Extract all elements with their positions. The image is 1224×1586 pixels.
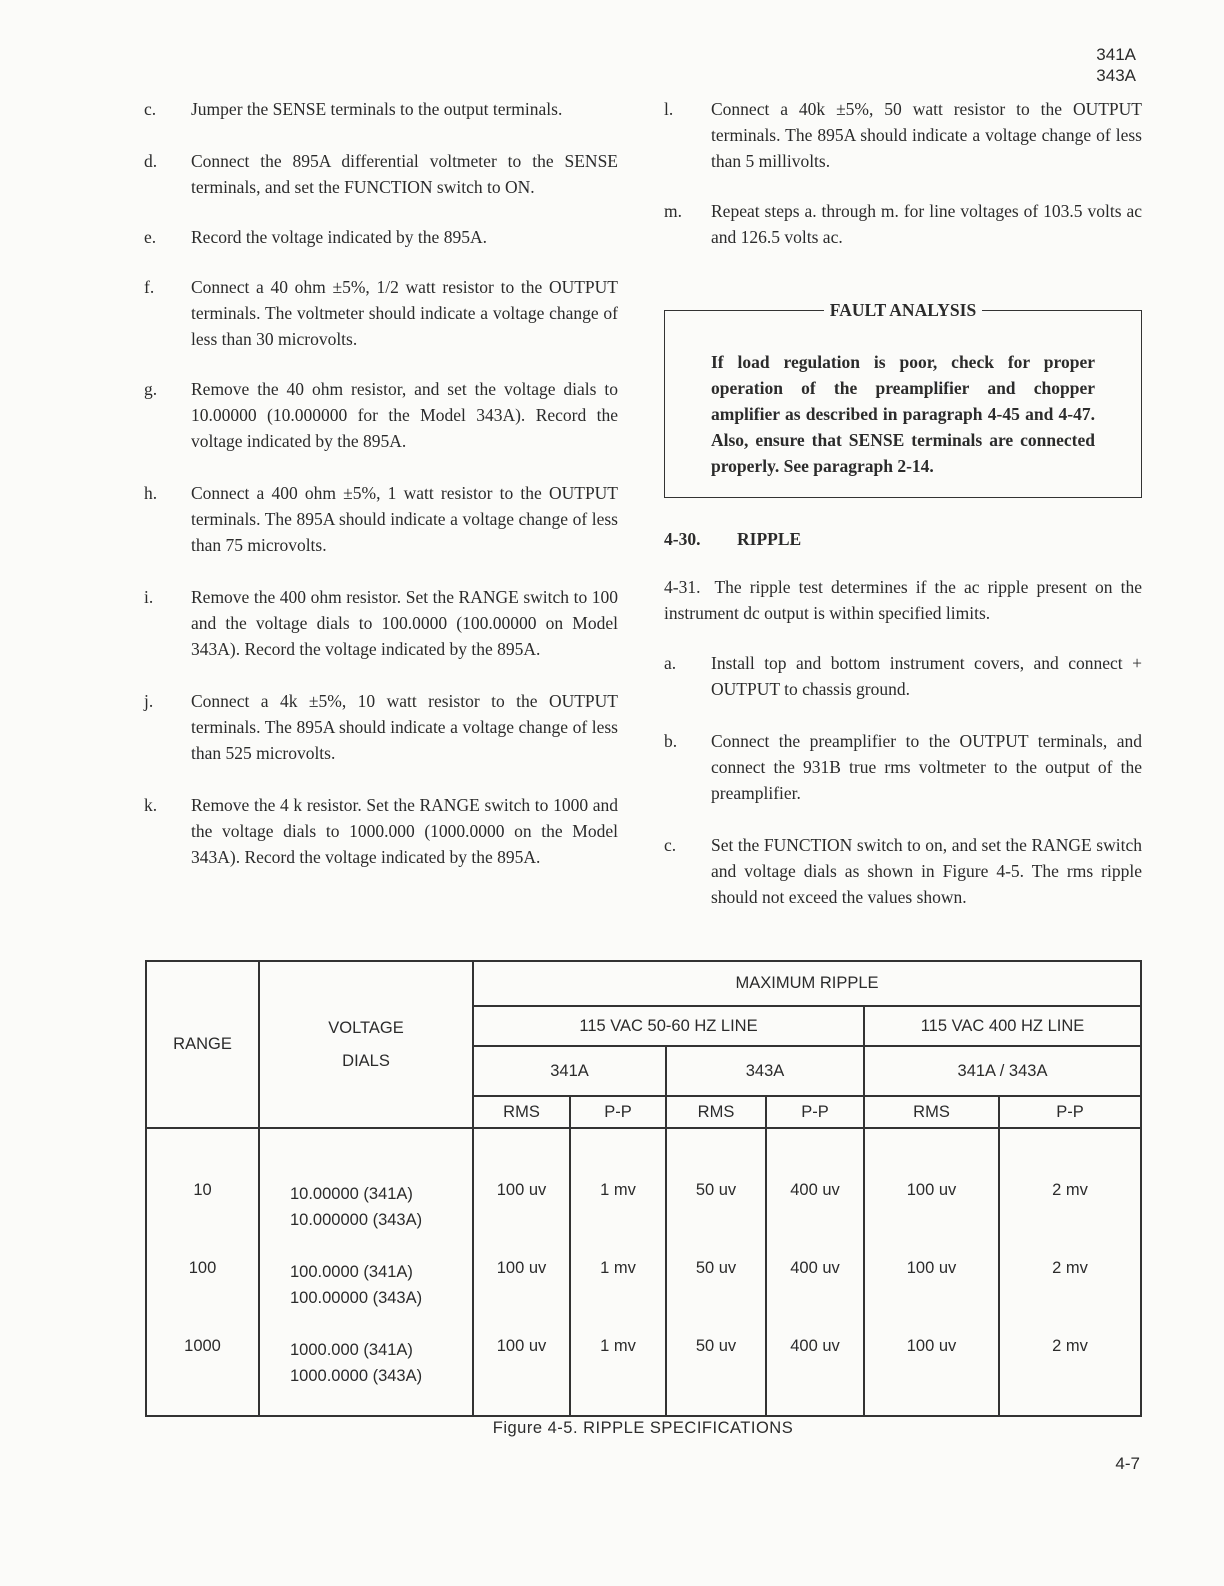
header-line-50-60hz: 115 VAC 50-60 HZ LINE bbox=[473, 1006, 864, 1046]
step-letter: b. bbox=[664, 731, 678, 751]
step-letter: a. bbox=[664, 653, 677, 673]
header-line-400hz: 115 VAC 400 HZ LINE bbox=[864, 1006, 1141, 1046]
step-letter: e. bbox=[144, 227, 157, 247]
step-text: Connect a 40 ohm ±5%, 1/2 watt resistor to the OUTPUT terminals. The voltmeter should indicate a voltage change of less than 30 microvolts. bbox=[191, 277, 618, 349]
header-dials-line1: VOLTAGE bbox=[328, 1018, 404, 1037]
step-letter: c. bbox=[664, 835, 677, 855]
ripple-step-a bbox=[664, 650, 1142, 702]
table-cell-value: 100 uv bbox=[496, 1337, 547, 1355]
step-d bbox=[144, 148, 618, 200]
ripple-step-b bbox=[664, 728, 1142, 806]
table-cell-value: 2 mv bbox=[1052, 1181, 1088, 1199]
page-header bbox=[1096, 44, 1136, 86]
table-cell-value: 100 uv bbox=[496, 1259, 547, 1277]
header-model-341a: 341A bbox=[473, 1046, 666, 1096]
step-letter: d. bbox=[144, 151, 158, 171]
table-cell-value: 2 mv bbox=[1052, 1259, 1088, 1277]
paragraph-number: 4-31. bbox=[664, 577, 701, 597]
section-number: 4-30. bbox=[664, 529, 701, 549]
dial-341a: 100.0000 (341A) bbox=[290, 1263, 413, 1281]
step-letter: i. bbox=[144, 587, 154, 607]
page-number: 4-7 bbox=[1115, 1454, 1140, 1473]
table-cell-value: 400 uv bbox=[790, 1181, 840, 1199]
header-rms: RMS bbox=[864, 1096, 999, 1128]
header-model-343a: 343A bbox=[666, 1046, 864, 1096]
step-letter: f. bbox=[144, 277, 155, 297]
header-dials-line2: DIALS bbox=[342, 1051, 390, 1070]
step-letter: l. bbox=[664, 99, 674, 119]
table-cell-range: 10 bbox=[193, 1181, 212, 1199]
step-letter: j. bbox=[144, 691, 154, 711]
step-text: Record the voltage indicated by the 895A. bbox=[191, 227, 487, 247]
table-cell-value: 1 mv bbox=[600, 1337, 636, 1355]
fault-analysis-title: FAULT ANALYSIS bbox=[824, 300, 982, 320]
step-text: Repeat steps a. through m. for line voltages of 103.5 volts ac and 126.5 volts ac. bbox=[711, 201, 1142, 247]
section-heading bbox=[664, 526, 1142, 552]
table-cell-range: 100 bbox=[188, 1259, 217, 1277]
header-rms: RMS bbox=[473, 1096, 570, 1128]
step-text: Remove the 40 ohm resistor, and set the voltage dials to 10.00000 (10.000000 for the Model 343A). Record the voltage indicated by the 895A. bbox=[191, 379, 618, 451]
step-h bbox=[144, 480, 618, 558]
header-maximum-ripple: MAXIMUM RIPPLE bbox=[473, 961, 1141, 1006]
step-m bbox=[664, 198, 1142, 250]
dial-343a: 1000.0000 (343A) bbox=[290, 1367, 423, 1385]
step-text: Connect a 40k ±5%, 50 watt resistor to the OUTPUT terminals. The 895A should indicate a voltage change of less than 5 millivolts. bbox=[711, 99, 1142, 171]
step-c bbox=[144, 96, 618, 122]
table-cell-value: 100 uv bbox=[906, 1259, 957, 1277]
section-title: RIPPLE bbox=[737, 529, 802, 549]
step-text: Jumper the SENSE terminals to the output terminals. bbox=[191, 99, 563, 119]
right-column bbox=[664, 96, 1142, 910]
dial-341a: 1000.000 (341A) bbox=[290, 1341, 413, 1359]
left-column bbox=[144, 96, 618, 870]
step-f bbox=[144, 274, 618, 352]
paragraph-4-31 bbox=[664, 574, 1142, 626]
table-cell-value: 400 uv bbox=[790, 1259, 840, 1277]
table-cell-value: 50 uv bbox=[695, 1181, 737, 1199]
step-text: Connect a 4k ±5%, 10 watt resistor to the OUTPUT terminals. The 895A should indicate a voltage change of less than 525 microvolts. bbox=[191, 691, 618, 763]
header-range: RANGE bbox=[146, 961, 259, 1128]
step-letter: h. bbox=[144, 483, 158, 503]
fault-analysis-body: If load regulation is poor, check for proper operation of the preamplifier and chopper amplifier as described in paragraph 4-45 and 4-47. Also, ensure that SENSE terminals are connected properly. See paragraph 2-14. bbox=[711, 352, 1095, 476]
table-cell-range: 1000 bbox=[184, 1337, 221, 1355]
dial-343a: 100.00000 (343A) bbox=[290, 1289, 423, 1307]
step-l bbox=[664, 96, 1142, 174]
step-letter: g. bbox=[144, 379, 158, 399]
header-pp: P-P bbox=[570, 1096, 666, 1128]
step-g bbox=[144, 376, 618, 454]
ripple-specifications-table bbox=[145, 960, 1142, 1417]
header-rms: RMS bbox=[666, 1096, 766, 1128]
step-text: Install top and bottom instrument covers, and connect + OUTPUT to chassis ground. bbox=[711, 653, 1142, 699]
table-cell-dials bbox=[260, 1259, 472, 1337]
dial-343a: 10.000000 (343A) bbox=[290, 1211, 423, 1229]
table-cell-value: 50 uv bbox=[695, 1337, 737, 1355]
header-model-both: 341A / 343A bbox=[864, 1046, 1141, 1096]
figure-caption: Figure 4-5. RIPPLE SPECIFICATIONS bbox=[492, 1419, 794, 1437]
table-cell-value: 50 uv bbox=[695, 1259, 737, 1277]
table-cell-value: 100 uv bbox=[496, 1181, 547, 1199]
dial-341a: 10.00000 (341A) bbox=[290, 1185, 413, 1203]
table-cell-dials bbox=[260, 1337, 472, 1415]
table-cell-value: 1 mv bbox=[600, 1259, 636, 1277]
step-text: Connect the preamplifier to the OUTPUT terminals, and connect the 931B true rms voltmeter to the output of the preamplifier. bbox=[711, 731, 1142, 803]
table-cell-value: 400 uv bbox=[790, 1337, 840, 1355]
step-text: Connect the 895A differential voltmeter to the SENSE terminals, and set the FUNCTION switch to ON. bbox=[191, 151, 618, 197]
table-cell-value: 100 uv bbox=[906, 1337, 957, 1355]
ripple-step-c bbox=[664, 832, 1142, 910]
table-cell-value: 100 uv bbox=[906, 1181, 957, 1199]
table-data-rows bbox=[146, 1128, 1141, 1416]
step-text: Connect a 400 ohm ±5%, 1 watt resistor to the OUTPUT terminals. The 895A should indicate a voltage change of less than 75 microvolts. bbox=[191, 483, 618, 555]
header-pp: P-P bbox=[766, 1096, 864, 1128]
table-cell-value: 2 mv bbox=[1052, 1337, 1088, 1355]
step-text: Set the FUNCTION switch to on, and set the RANGE switch and voltage dials as shown in Figure 4-5. The rms ripple should not exceed the values shown. bbox=[711, 835, 1142, 907]
fault-analysis-box bbox=[664, 300, 1142, 498]
step-letter: k. bbox=[144, 795, 158, 815]
step-i bbox=[144, 584, 618, 662]
step-letter: c. bbox=[144, 99, 157, 119]
table-cell-dials bbox=[260, 1181, 472, 1259]
header-pp: P-P bbox=[999, 1096, 1141, 1128]
paragraph-text: The ripple test determines if the ac ripple present on the instrument dc output is within specified limits. bbox=[664, 577, 1142, 623]
header-model-341a: 341A bbox=[1096, 45, 1136, 64]
step-letter: m. bbox=[664, 201, 682, 221]
step-j bbox=[144, 688, 618, 766]
step-text: Remove the 4 k resistor. Set the RANGE switch to 1000 and the voltage dials to 1000.000 (1000.0000 on the Model 343A). Record the voltage indicated by the 895A. bbox=[191, 795, 618, 867]
step-text: Remove the 400 ohm resistor. Set the RANGE switch to 100 and the voltage dials to 100.0000 (100.00000 on Model 343A). Record the voltage indicated by the 895A. bbox=[191, 587, 618, 659]
header-model-343a: 343A bbox=[1096, 66, 1136, 85]
step-e bbox=[144, 224, 618, 250]
header-voltage-dials bbox=[259, 961, 473, 1128]
table-cell-value: 1 mv bbox=[600, 1181, 636, 1199]
step-k bbox=[144, 792, 618, 870]
